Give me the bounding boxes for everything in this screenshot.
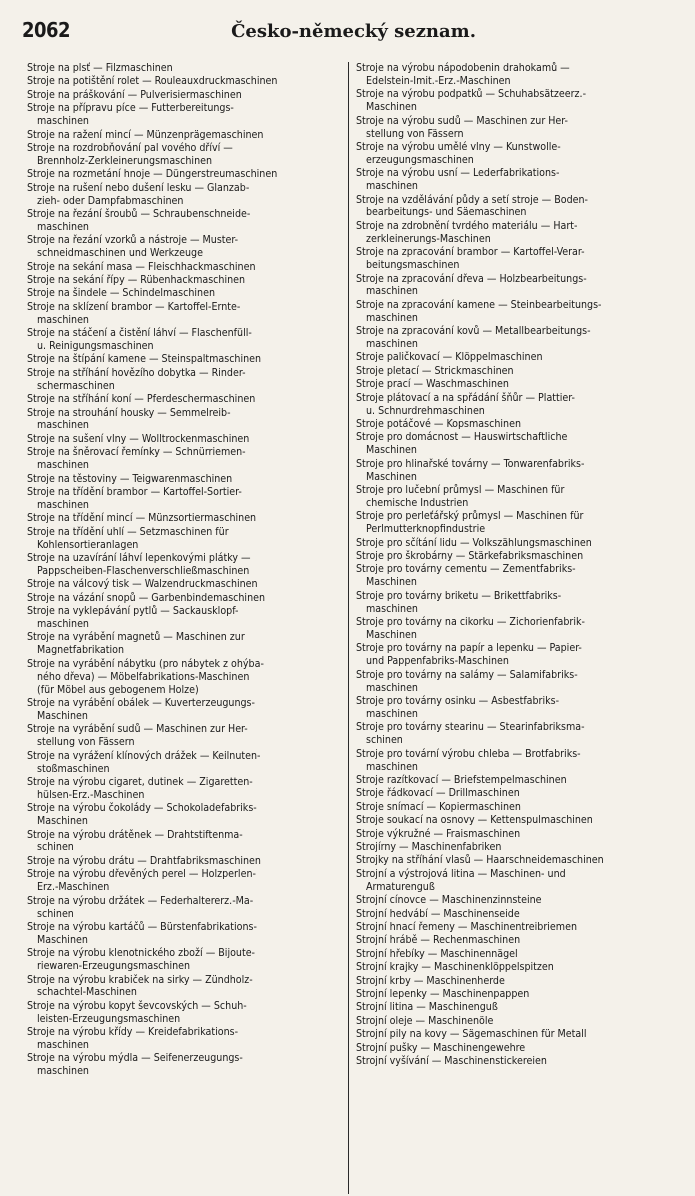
dictionary-entry — [356, 988, 672, 1001]
entry-headline: Stroje paličkovací — Klöppelmaschinen — [356, 351, 543, 364]
entry-continuation: ného dřeva) — Möbelfabrikations-Maschinen — [37, 670, 250, 683]
dictionary-entry — [356, 378, 672, 391]
entry-continuation: maschinen — [37, 220, 89, 233]
entry-headline: Stroje pro lučební průmysl — Maschinen für — [356, 484, 565, 496]
entry-continuation: bearbeitungs- und Säemaschinen — [366, 206, 527, 219]
entry-headline: Stroje na výrobu křídy — Kreidefabrikations- — [27, 1026, 239, 1039]
entry-continuation: Armaturenguß — [366, 880, 435, 893]
dictionary-entry — [356, 510, 672, 536]
left-column — [27, 62, 345, 1079]
dictionary-entry — [356, 774, 672, 787]
dictionary-entry — [356, 141, 672, 167]
entry-headline: Stroje plátovací a na spřádání šňůr — Plattier- — [356, 391, 575, 404]
entry-headline: Stroje na vyrábění sudů — Maschinen zur Her- — [27, 723, 248, 736]
entry-continuation: maschinen — [37, 1065, 89, 1078]
entry-headline: Stroje pletací — Strickmaschinen — [356, 364, 514, 377]
dictionary-entry — [356, 325, 672, 351]
dictionary-entry — [27, 407, 345, 433]
dictionary-entry — [27, 433, 345, 446]
entry-continuation: (für Möbel aus gebogenem Holze) — [37, 683, 199, 696]
dictionary-entry — [27, 697, 345, 723]
entry-headline: Stroje na výrobu dřevěných perel — Holzperlen- — [27, 868, 256, 881]
entry-headline: Stroje na potištění rolet — Rouleauxdruckmaschinen — [27, 75, 278, 88]
dictionary-entry — [27, 895, 345, 921]
entry-headline: Stroje na uzavírání láhví lepenkovými plátky — — [27, 552, 251, 565]
entry-continuation: maschinen — [366, 602, 418, 615]
column-divider — [348, 62, 349, 1194]
entry-headline: Stroje na vyklepávání pytlů — Sackausklopf- — [27, 605, 239, 618]
dictionary-entry — [356, 669, 672, 695]
entry-continuation: stoßmaschinen — [37, 762, 110, 775]
entry-headline: Strojní oleje — Maschinenöle — [356, 1014, 494, 1027]
entry-continuation: schinen — [366, 734, 403, 747]
dictionary-entry — [356, 167, 672, 193]
entry-headline: Stroje na výrobu drátěnek — Drahtstiftenma- — [27, 828, 243, 841]
dictionary-entry — [356, 908, 672, 921]
entry-headline: Stroje na sekání řípy — Rübenhackmaschinen — [27, 274, 246, 286]
entry-continuation: stellung von Fässern — [37, 736, 135, 749]
entry-headline: Stroje na ražení mincí — Münzenprägemaschinen — [27, 128, 264, 141]
dictionary-entry — [27, 526, 345, 552]
dictionary-entry — [27, 182, 345, 208]
entry-headline: Stroje pro továrny stearinu — Stearinfabriksma- — [356, 721, 585, 734]
entry-headline: Stroje na řezání vzorků a nástroje — Muster- — [27, 234, 239, 247]
entry-headline: Strojní hnací řemeny — Maschinentreibriemen — [356, 920, 577, 933]
entry-headline: Stroje na stáčení a čistění láhví — Flaschenfüll- — [27, 327, 252, 340]
entry-headline: Strojky na stříhání vlasů — Haarschneidemaschinen — [356, 854, 604, 867]
entry-headline: Strojní cínovce — Maschinenzinnsteine — [356, 894, 542, 907]
entry-headline: Stroje na vzdělávání půdy a setí stroje — Boden- — [356, 193, 588, 206]
entry-headline: Stroje na třídění mincí — Münzsortiermaschinen — [27, 512, 257, 525]
entry-continuation: zieh- oder Dampfabmaschinen — [37, 194, 184, 207]
entry-continuation: stellung von Fässern — [366, 127, 464, 140]
entry-continuation: maschinen — [37, 1039, 89, 1052]
entry-headline: Strojní krajky — Maschinenklöppelspitzen — [356, 961, 554, 974]
entry-headline: Stroje na rozdrobňování pal vového dříví — — [27, 141, 233, 154]
right-column — [356, 62, 672, 1068]
dictionary-entry — [27, 89, 345, 102]
dictionary-entry — [27, 287, 345, 300]
dictionary-entry — [356, 418, 672, 431]
entry-headline: Stroje na výrobu kartáčů — Bürstenfabrikations- — [27, 920, 257, 933]
entry-headline: Stroje na vyrábění magnetů — Maschinen zur — [27, 631, 245, 644]
entry-headline: Stroje pro továrny na cikorku — Zichorienfabrik- — [356, 616, 585, 629]
dictionary-entry — [356, 921, 672, 934]
entry-headline: Stroje pro továrny osinku — Asbestfabriks- — [356, 695, 560, 707]
dictionary-entry — [356, 299, 672, 325]
entry-headline: Stroje na zpracování kovů — Metallbearbeitungs- — [356, 325, 591, 338]
entry-headline: Stroje na stříhání hovězího dobytka — Rinder- — [27, 366, 246, 379]
entry-continuation: Maschinen — [37, 815, 88, 828]
dictionary-entry — [27, 868, 345, 894]
dictionary-entry — [356, 246, 672, 272]
dictionary-entry — [356, 458, 672, 484]
dictionary-entry — [27, 1026, 345, 1052]
entry-continuation: Maschinen — [37, 709, 88, 722]
entry-continuation: Maschinen — [366, 576, 417, 589]
entry-headline: Strojní pily na kovy — Sägemaschinen für Metall — [356, 1028, 587, 1041]
entry-headline: Stroje na sušení vlny — Wolltrockenmaschinen — [27, 432, 250, 445]
entry-continuation: Maschinen — [366, 444, 417, 457]
dictionary-entry — [356, 484, 672, 510]
entry-headline: Stroje soukací na osnovy — Kettenspulmaschinen — [356, 814, 593, 827]
dictionary-entry — [27, 631, 345, 657]
dictionary-entry — [27, 974, 345, 1000]
entry-continuation: maschinen — [366, 707, 418, 720]
entry-headline: Stroje na šindele — Schindelmaschinen — [27, 287, 215, 300]
dictionary-entry — [27, 947, 345, 973]
dictionary-entry — [356, 894, 672, 907]
entry-headline: Stroje na vyrábění obálek — Kuverterzeugungs- — [27, 697, 255, 709]
entry-continuation: schinen — [37, 907, 74, 920]
entry-headline: Stroje výkružné — Fraismaschinen — [356, 827, 521, 840]
dictionary-entry — [356, 948, 672, 961]
entry-headline: Stroje na zdrobnění tvrdého materiálu — Hart- — [356, 219, 578, 232]
entry-headline: Strojní pušky — Maschinengewehre — [356, 1041, 526, 1054]
entry-headline: Strojírny — Maschinenfabriken — [356, 840, 502, 853]
entry-headline: Stroje pro škrobárny — Stärkefabriksmaschinen — [356, 550, 584, 563]
dictionary-entry — [356, 841, 672, 854]
entry-headline: Stroje pro domácnost — Hauswirtschaftliche — [356, 431, 568, 444]
dictionary-entry — [356, 115, 672, 141]
entry-headline: Stroje pro tovární výrobu chleba — Brotfabriks- — [356, 747, 581, 760]
entry-headline: Stroje razítkovací — Briefstempelmaschinen — [356, 773, 567, 786]
dictionary-entry — [27, 658, 345, 697]
dictionary-entry — [356, 273, 672, 299]
entry-headline: Stroje na strouhání housky — Semmelreib- — [27, 406, 231, 419]
entry-headline: Stroje na práškování — Pulverisiermaschinen — [27, 88, 242, 101]
entry-headline: Stroje na válcový tisk — Walzendruckmaschinen — [27, 578, 258, 591]
entry-continuation: schinen — [37, 841, 74, 854]
entry-headline: Stroje na rozmetání hnoje — Düngerstreumaschinen — [27, 168, 278, 181]
dictionary-entry — [356, 695, 672, 721]
dictionary-entry — [27, 512, 345, 525]
entry-continuation: schneidmaschinen und Werkzeuge — [37, 247, 203, 260]
dictionary-entry — [356, 537, 672, 550]
entry-headline: Strojní a výstrojová litina — Maschinen- und — [356, 867, 566, 880]
dictionary-entry — [356, 1055, 672, 1068]
dictionary-entry — [27, 168, 345, 181]
entry-continuation: Erz.-Maschinen — [37, 881, 110, 894]
entry-headline: Stroje na sekání masa — Fleischhackmaschinen — [27, 260, 256, 273]
dictionary-entry — [27, 353, 345, 366]
entry-continuation: maschinen — [37, 115, 89, 128]
dictionary-entry — [27, 1000, 345, 1026]
dictionary-entry — [27, 446, 345, 472]
dictionary-entry — [27, 592, 345, 605]
entry-continuation: Perlmutterknopfindustrie — [366, 523, 486, 536]
dictionary-entry — [356, 392, 672, 418]
entry-headline: Stroje pro továrny briketu — Brikettfabriks- — [356, 589, 562, 602]
entry-headline: Stroje na stříhání koní — Pferdeschermaschinen — [27, 393, 256, 406]
entry-continuation: beitungsmaschinen — [366, 259, 460, 272]
entry-headline: Stroje na výrobu mýdla — Seifenerzeugungs- — [27, 1052, 243, 1065]
entry-headline: Strojní hrábě — Rechenmaschinen — [356, 934, 521, 947]
dictionary-entry — [27, 327, 345, 353]
entry-headline: Stroje potáčové — Kopsmaschinen — [356, 417, 521, 430]
dictionary-entry — [356, 431, 672, 457]
entry-continuation: Brennholz-Zerkleinerungsmaschinen — [37, 154, 213, 167]
entry-headline: Stroje pro továrny na papír a lepenku — Papier- — [356, 642, 582, 655]
entry-headline: Stroje na výrobu nápodobenin drahokamů — — [356, 62, 570, 74]
dictionary-entry — [27, 274, 345, 287]
entry-continuation: maschinen — [37, 459, 89, 472]
entry-continuation: Maschinen — [37, 933, 88, 946]
entry-continuation: Pappscheiben-Flaschenverschließmaschinen — [37, 564, 250, 577]
dictionary-entry — [356, 220, 672, 246]
entry-headline: Stroje na výrobu podpatků — Schuhabsätzeerz.- — [356, 88, 587, 101]
dictionary-entry — [356, 828, 672, 841]
entry-continuation: und Pappenfabriks-Maschinen — [366, 655, 509, 668]
dictionary-entry — [356, 642, 672, 668]
entry-headline: Stroje řádkovací — Drillmaschinen — [356, 787, 520, 800]
entry-headline: Stroje na výrobu držátek — Federhaltererz.-Ma- — [27, 894, 254, 907]
entry-continuation: maschinen — [366, 311, 418, 324]
entry-headline: Stroje pro továrny cementu — Zementfabriks- — [356, 563, 576, 576]
entry-continuation: Maschinen — [366, 470, 417, 483]
dictionary-entry — [27, 829, 345, 855]
dictionary-entry — [27, 75, 345, 88]
dictionary-entry — [27, 921, 345, 947]
entry-continuation: maschinen — [366, 285, 418, 298]
dictionary-entry — [356, 787, 672, 800]
entry-headline: Stroje pro hlinařské továrny — Tonwarenfabriks- — [356, 457, 585, 470]
dictionary-entry — [27, 261, 345, 274]
entry-continuation: maschinen — [37, 419, 89, 432]
entry-headline: Stroje na výrobu krabiček na sirky — Zündholz- — [27, 973, 253, 986]
dictionary-entry — [356, 801, 672, 814]
dictionary-entry — [356, 814, 672, 827]
entry-headline: Stroje na výrobu drátu — Drahtfabriksmaschinen — [27, 854, 261, 867]
entry-continuation: maschinen — [366, 338, 418, 351]
dictionary-entry — [27, 62, 345, 75]
dictionary-entry — [27, 367, 345, 393]
entry-continuation: maschinen — [366, 180, 418, 193]
dictionary-entry — [356, 194, 672, 220]
entry-continuation: maschinen — [37, 313, 89, 326]
dictionary-entry — [356, 868, 672, 894]
entry-headline: Strojní vyšívání — Maschinenstickereien — [356, 1054, 547, 1067]
dictionary-entry — [27, 578, 345, 591]
dictionary-entry — [356, 563, 672, 589]
entry-continuation: erzeugungsmaschinen — [366, 153, 474, 166]
entry-headline: Stroje na zpracování dřeva — Holzbearbeitungs- — [356, 272, 587, 285]
dictionary-entry — [356, 62, 672, 88]
dictionary-entry — [356, 1001, 672, 1014]
entry-headline: Stroje na řezání šroubů — Schraubenschneide- — [27, 207, 251, 220]
dictionary-entry — [356, 934, 672, 947]
entry-headline: Stroje na výrobu umělé vlny — Kunstwolle- — [356, 140, 561, 153]
entry-headline: Strojní hedvábí — Maschinenseide — [356, 907, 520, 920]
dictionary-entry — [27, 473, 345, 486]
entry-headline: Stroje na vázání snopů — Garbenbindemaschinen — [27, 591, 266, 604]
entry-headline: Stroje pro sčítání lidu — Volkszählungsmaschinen — [356, 536, 592, 549]
entry-headline: Strojní hřebíky — Maschinennägel — [356, 947, 518, 960]
dictionary-entry — [27, 102, 345, 128]
entry-headline: Stroje snímací — Kopiermaschinen — [356, 800, 521, 813]
dictionary-entry — [27, 605, 345, 631]
dictionary-entry — [356, 590, 672, 616]
dictionary-entry — [356, 351, 672, 364]
entry-headline: Stroje na výrobu usní — Lederfabrikations- — [356, 167, 560, 180]
entry-headline: Stroje na plsť — Filzmaschinen — [27, 62, 173, 74]
entry-headline: Stroje na štípání kamene — Steinspaltmaschinen — [27, 353, 262, 366]
dictionary-entry — [27, 552, 345, 578]
entry-headline: Stroje na výrobu cigaret, dutinek — Zigaretten- — [27, 775, 253, 788]
dictionary-entry — [27, 301, 345, 327]
entry-continuation: maschinen — [37, 498, 89, 511]
dictionary-entry — [27, 486, 345, 512]
dictionary-entry — [27, 129, 345, 142]
entry-headline: Strojní litina — Maschinenguß — [356, 1001, 498, 1014]
entry-headline: Stroje na výrobu čokolády — Schokoladefabriks- — [27, 802, 257, 815]
entry-headline: Stroje na zpracování brambor — Kartoffel-Verar- — [356, 246, 585, 259]
entry-headline: Stroje na třídění brambor — Kartoffel-Sortier- — [27, 486, 242, 498]
entry-headline: Stroje na vyrábění nábytku (pro nábytek z ohýba- — [27, 657, 264, 670]
dictionary-entry — [356, 365, 672, 378]
entry-headline: Stroje na zpracování kamene — Steinbearbeitungs- — [356, 298, 602, 311]
entry-continuation: chemische Industrien — [366, 496, 469, 509]
entry-continuation: maschinen — [366, 681, 418, 694]
entry-headline: Stroje prací — Waschmaschinen — [356, 378, 509, 391]
page-number: 2062 — [22, 18, 71, 42]
entry-continuation: u. Schnurdrehmaschinen — [366, 404, 485, 417]
entry-continuation: Edelstein-Imit.-Erz.-Maschinen — [366, 74, 511, 87]
entry-headline: Stroje pro továrny na salámy — Salamifabriks- — [356, 668, 578, 681]
entry-headline: Stroje na šněrovací řemínky — Schnürriemen- — [27, 446, 246, 459]
entry-headline: Strojní krby — Maschinenherde — [356, 974, 505, 987]
dictionary-entry — [27, 208, 345, 234]
entry-headline: Strojní lepenky — Maschinenpappen — [356, 987, 530, 1000]
entry-continuation: schermaschinen — [37, 379, 115, 392]
dictionary-entry — [356, 88, 672, 114]
dictionary-entry — [356, 550, 672, 563]
dictionary-entry — [27, 723, 345, 749]
entry-continuation: maschinen — [37, 618, 89, 631]
entry-headline: Stroje pro perleťářský průmysl — Maschinen für — [356, 510, 584, 523]
dictionary-entry — [356, 1015, 672, 1028]
entry-headline: Stroje na třídění uhlí — Setzmaschinen für — [27, 525, 229, 538]
dictionary-entry — [356, 616, 672, 642]
dictionary-entry — [27, 393, 345, 406]
entry-headline: Stroje na rušení nebo dušení lesku — Glanzab- — [27, 181, 250, 194]
entry-headline: Stroje na výrobu kopyt ševcovských — Schuh- — [27, 999, 247, 1012]
entry-headline: Stroje na výrobu klenotnického zboží — Bijoute- — [27, 947, 255, 960]
entry-headline: Stroje na vyrážení klínových drážek — Keilnuten- — [27, 749, 261, 762]
entry-continuation: zerkleinerungs-Maschinen — [366, 232, 491, 245]
entry-continuation: Maschinen — [366, 628, 417, 641]
entry-continuation: Magnetfabrikation — [37, 644, 124, 657]
dictionary-entry — [356, 748, 672, 774]
dictionary-entry — [356, 961, 672, 974]
dictionary-entry — [27, 1052, 345, 1078]
entry-headline: Stroje na výrobu sudů — Maschinen zur Her- — [356, 114, 568, 127]
entry-continuation: schachtel-Maschinen — [37, 986, 137, 999]
entry-continuation: riewaren-Erzeugungsmaschinen — [37, 960, 191, 973]
page-header — [22, 18, 677, 46]
entry-continuation: leisten-Erzeugungsmaschinen — [37, 1012, 181, 1025]
dictionary-entry — [27, 776, 345, 802]
dictionary-entry — [356, 854, 672, 867]
dictionary-entry — [356, 975, 672, 988]
dictionary-entry — [27, 855, 345, 868]
entry-headline: Stroje na těstoviny — Teigwarenmaschinen — [27, 472, 233, 485]
page-title: Česko-německý seznam. — [231, 21, 476, 42]
dictionary-entry — [356, 1042, 672, 1055]
entry-headline: Stroje na přípravu píce — Futterbereitungs- — [27, 102, 234, 115]
entry-continuation: Maschinen — [366, 101, 417, 114]
entry-continuation: hülsen-Erz.-Maschinen — [37, 788, 145, 801]
dictionary-entry — [27, 802, 345, 828]
dictionary-entry — [27, 234, 345, 260]
entry-continuation: Kohlensortieranlagen — [37, 538, 139, 551]
entry-continuation: maschinen — [366, 760, 418, 773]
entry-continuation: u. Reinigungsmaschinen — [37, 340, 154, 353]
dictionary-entry — [356, 721, 672, 747]
entry-headline: Stroje na sklízení brambor — Kartoffel-Ernte- — [27, 300, 241, 313]
dictionary-entry — [27, 142, 345, 168]
dictionary-entry — [356, 1028, 672, 1041]
dictionary-entry — [27, 750, 345, 776]
